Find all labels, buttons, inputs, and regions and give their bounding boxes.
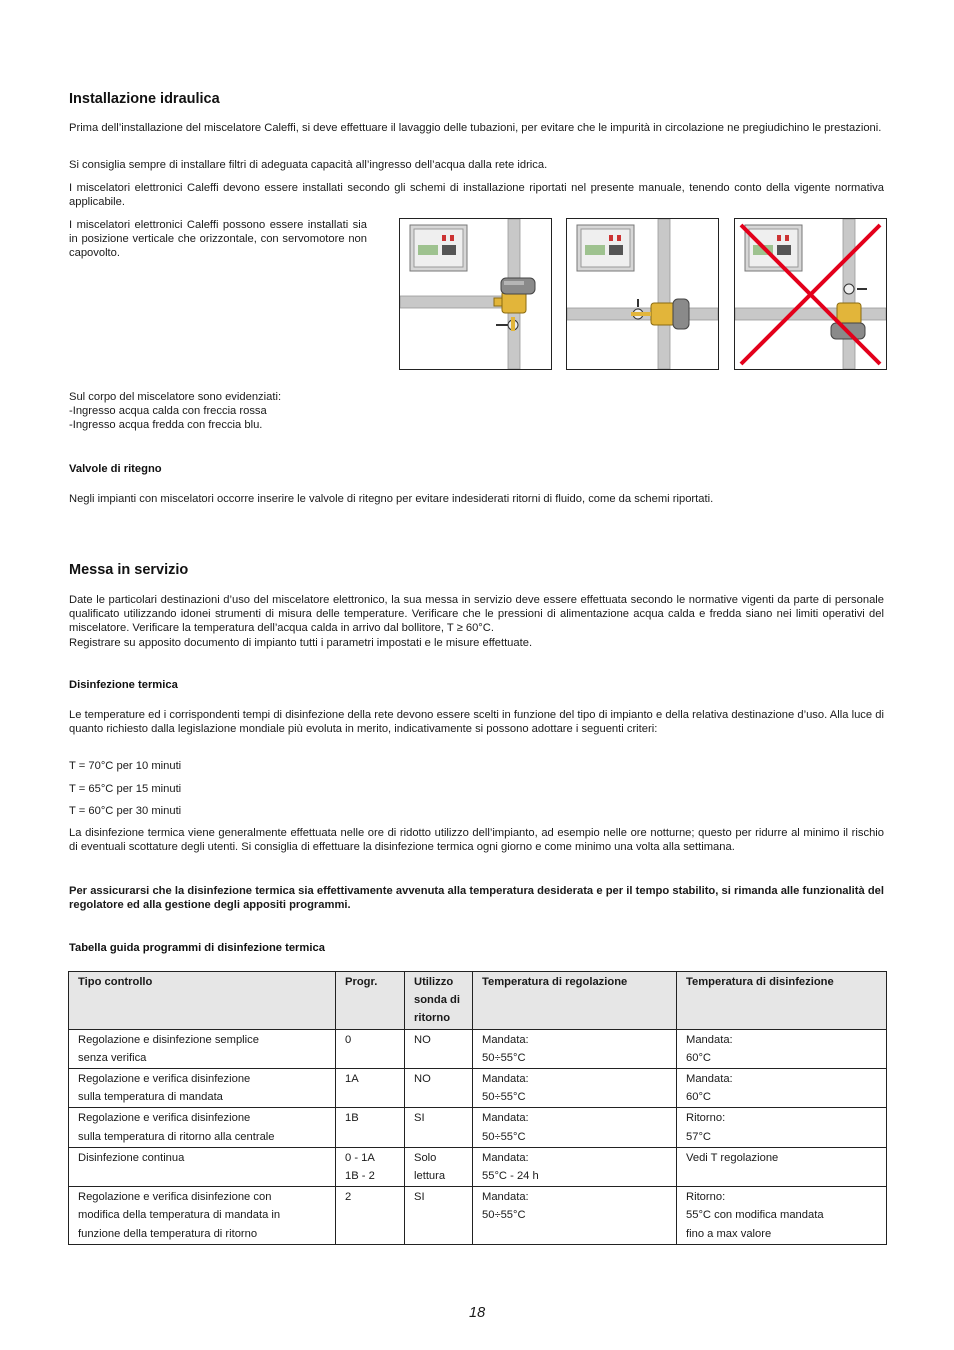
cross-mark-icon bbox=[741, 225, 880, 364]
disinfection-paragraph-1: Le temperature ed i corrispondenti tempi di disinfezione della rete devono essere scelti in funzione del tipo di impianto e della relativa destinazione d’uso. Alla luce di quanto richiesto dalla legislazione mondiale più evoluta in merito, indicativamente si possono adottare i seguenti criteri: bbox=[69, 709, 884, 736]
table-row bbox=[69, 1187, 887, 1245]
install-paragraph-2: Si consiglia sempre di installare filtri di adeguata capacità all’ingresso dell’acqua dalla rete idrica. bbox=[69, 159, 548, 171]
figure-wrong-install bbox=[734, 218, 887, 370]
cell-sonda: SI bbox=[405, 1187, 473, 1245]
cell-disinfezione: Ritorno: 57°C bbox=[677, 1108, 887, 1147]
disinfection-bold-note: Per assicurarsi che la disinfezione termica sia effettivamente avvenuta alla temperatura desiderata e per il tempo stabilito, si rimanda alle funzionalità del regolatore ed alla gestione degli appositi programmi. bbox=[69, 885, 884, 912]
cell-disinfezione: Mandata: 60°C bbox=[677, 1029, 887, 1068]
cell-regolazione: Mandata: 55°C - 24 h bbox=[473, 1147, 677, 1186]
figure-vertical-install bbox=[399, 218, 552, 370]
notes-line: Sul corpo del miscelatore sono evidenziati: bbox=[69, 391, 282, 403]
cell-tipo: Regolazione e verifica disinfezione sulla temperatura di mandata bbox=[69, 1069, 336, 1108]
criteria-item: T = 60°C per 30 minuti bbox=[69, 805, 182, 817]
cell-tipo: Regolazione e disinfezione semplice senza verifica bbox=[69, 1029, 336, 1068]
disinfection-programs-table bbox=[68, 971, 887, 1245]
disinfection-paragraph-2: La disinfezione termica viene generalmente effettuata nelle ore di ridotto utilizzo dell’impianto, ad esempio nelle ore notturne; questo per ridurre al minimo il rischio di eventuali scottature degli utenti. Si consiglia di effettuare la disinfezione termica ogni giorno e come minimo una volta alla settimana. bbox=[69, 827, 884, 854]
controller-box bbox=[410, 225, 467, 271]
cell-sonda: Solo lettura bbox=[405, 1147, 473, 1186]
table-row bbox=[69, 1069, 887, 1108]
controller-box bbox=[745, 225, 802, 271]
page-number: 18 bbox=[469, 1305, 486, 1321]
notes-line: -Ingresso acqua fredda con freccia blu. bbox=[69, 419, 263, 432]
section-title-install: Installazione idraulica bbox=[69, 91, 220, 107]
cell-regolazione: Mandata: 50÷55°C bbox=[473, 1029, 677, 1068]
cell-regolazione: Mandata: 50÷55°C bbox=[473, 1187, 677, 1245]
cell-sonda: NO bbox=[405, 1029, 473, 1068]
install-paragraph-1: Prima dell’installazione del miscelatore Caleffi, si deve effettuare il lavaggio delle tubazioni, per evitare che le impurità in circolazione ne pregiudichino le prestazioni. bbox=[69, 122, 882, 134]
cell-progr: 0 bbox=[336, 1029, 405, 1068]
service-paragraph-1: Date le particolari destinazioni d’uso del miscelatore elettronico, la sua messa in servizio deve essere effettuata secondo le normative vigenti da parte di personale qualificato utilizzando idonei strumenti di misura delle temperature. Verificare che le pressioni di alimentazione acqua calda e fredda siano nei limiti operativi del miscelatore. Verificare la temperatura dell’acqua calda in arrivo dal bollitore, T ≥ 60°C. bbox=[69, 594, 884, 635]
cell-disinfezione: Mandata: 60°C bbox=[677, 1069, 887, 1108]
header-temp-disinfezione: Temperatura di disinfezione bbox=[677, 972, 887, 1030]
cell-regolazione: Mandata: 50÷55°C bbox=[473, 1069, 677, 1108]
cell-progr: 1B bbox=[336, 1108, 405, 1147]
cell-disinfezione: Ritorno: 55°C con modifica mandata fino a max valore bbox=[677, 1187, 887, 1245]
controller-box bbox=[577, 225, 634, 271]
cell-tipo: Disinfezione continua bbox=[69, 1147, 336, 1186]
valve-body-notes bbox=[69, 390, 469, 433]
cell-regolazione: Mandata: 50÷55°C bbox=[473, 1108, 677, 1147]
header-tipo-controllo: Tipo controllo bbox=[69, 972, 336, 1030]
table-row bbox=[69, 1029, 887, 1068]
table-title: Tabella guida programmi di disinfezione termica bbox=[69, 942, 325, 954]
criteria-item: T = 70°C per 10 minuti bbox=[69, 760, 182, 772]
cell-tipo: Regolazione e verifica disinfezione con modifica della temperatura di mandata in funzione della temperatura di ritorno bbox=[69, 1187, 336, 1245]
cell-sonda: NO bbox=[405, 1069, 473, 1108]
cell-disinfezione: Vedi T regolazione bbox=[677, 1147, 887, 1186]
mixing-valve bbox=[494, 278, 535, 331]
cell-progr: 0 - 1A 1B - 2 bbox=[336, 1147, 405, 1186]
service-paragraph-2: Registrare su apposito documento di impianto tutti i parametri impostati e le misure effettuate. bbox=[69, 637, 533, 649]
subsection-title-disinfection: Disinfezione termica bbox=[69, 679, 178, 691]
table-row bbox=[69, 1147, 887, 1186]
notes-line: -Ingresso acqua calda con freccia rossa bbox=[69, 405, 267, 418]
cell-tipo: Regolazione e verifica disinfezione sulla temperatura di ritorno alla centrale bbox=[69, 1108, 336, 1147]
cell-progr: 2 bbox=[336, 1187, 405, 1245]
cell-sonda: SI bbox=[405, 1108, 473, 1147]
table-header-row bbox=[69, 972, 887, 1030]
header-progr: Progr. bbox=[336, 972, 405, 1030]
section-title-service: Messa in servizio bbox=[69, 562, 189, 578]
header-sonda-ritorno: Utilizzo sonda di ritorno bbox=[405, 972, 473, 1030]
cell-progr: 1A bbox=[336, 1069, 405, 1108]
header-temp-regolazione: Temperatura di regolazione bbox=[473, 972, 677, 1030]
valves-paragraph: Negli impianti con miscelatori occorre inserire le valvole di ritegno per evitare indesiderati ritorni di fluido, come da schemi riportati. bbox=[69, 493, 714, 505]
figure-horizontal-install bbox=[566, 218, 719, 370]
mixing-valve bbox=[631, 299, 689, 329]
install-paragraph-4: I miscelatori elettronici Caleffi possono essere installati sia in posizione verticale che orizzontale, con servomotore non capovolto. bbox=[69, 219, 367, 260]
criteria-item: T = 65°C per 15 minuti bbox=[69, 783, 182, 795]
subsection-title-valves: Valvole di ritegno bbox=[69, 463, 162, 475]
table-row bbox=[69, 1108, 887, 1147]
install-paragraph-3: I miscelatori elettronici Caleffi devono essere installati secondo gli schemi di installazione riportati nel presente manuale, tenendo conto della vigente normativa applicabile. bbox=[69, 182, 884, 209]
